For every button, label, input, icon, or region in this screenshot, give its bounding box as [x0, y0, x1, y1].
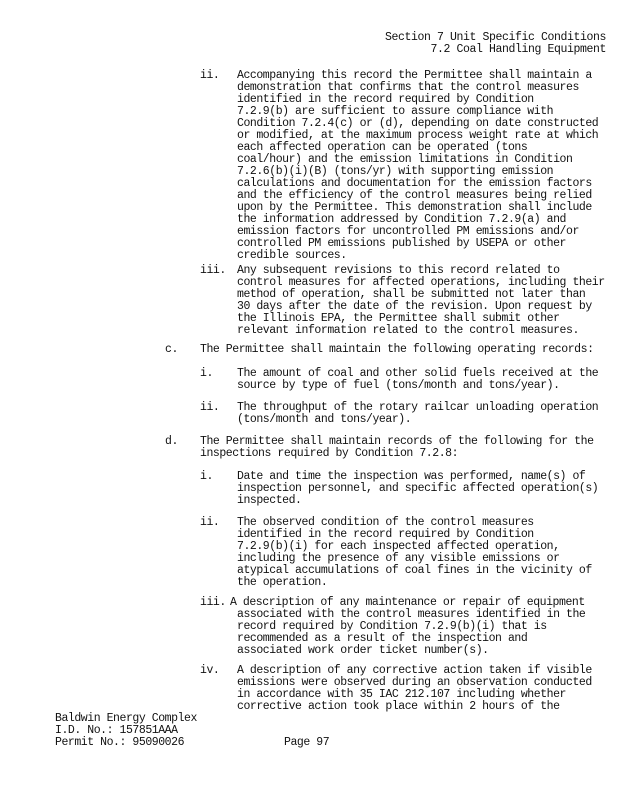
paragraph-d-iii-maintenance: A description of any maintenance or repair of equipment associated with the control measures identified in the record required by Condition 7.2.9(b)(i) that is recommended as a result of the inspection and associated work order ticket number(s). [230, 596, 586, 657]
page-footer [55, 713, 197, 749]
paragraph-c-ii-throughput: The throughput of the rotary railcar unloading operation (tons/month and tons/year). [237, 401, 599, 426]
item-label: i. [200, 470, 213, 483]
paragraph-ii-demonstration: Accompanying this record the Permittee shall maintain a demonstration that confirms that the control measures identified in the record required by Condition 7.2.9(b) are sufficient to assure compliance with Condition 7.2.4(c) or (d), depending on date constructed or modified, at the maximum process weight rate at which each affected operation can be operated (tons coal/hour) and the emission limitations in Condition 7.2.6(b)(i)(B) (tons/yr) with supporting emission calculations and documentation for the emission factors and the efficiency of the control measures being relied upon by the Permittee. This demonstration shall include the information addressed by Condition 7.2.9(a) and emission factors for uncontrolled PM emissions and/or controlled PM emissions published by USEPA or other credible sources. [237, 69, 599, 262]
item-label: d. [165, 435, 178, 448]
item-label: iii. [200, 264, 226, 277]
permit-number: Permit No.: 95090026 [55, 736, 185, 749]
paragraph-d-inspection-records: The Permittee shall maintain records of the following for the inspections required by Condition 7.2.8: [200, 435, 594, 460]
item-label: i. [200, 367, 213, 380]
section-title: Section 7 Unit Specific Conditions [384, 31, 606, 44]
paragraph-c-operating-records: The Permittee shall maintain the following operating records: [200, 343, 594, 356]
paragraph-d-iv-corrective-action: A description of any corrective action taken if visible emissions were observed during an observation conducted in accordance with 35 IAC 212.107 including whether corrective action took place within 2 hours of the [237, 664, 592, 713]
facility-id: I.D. No.: 157851AAA [55, 724, 178, 737]
paragraph-d-ii-observed-condition: The observed condition of the control measures identified in the record required by Condition 7.2.9(b)(i) for each inspected affected operation, including the presence of any visible emissions or atypical accumulations of coal fines in the vicinity of the operation. [237, 516, 592, 589]
facility-name: Baldwin Energy Complex [55, 712, 197, 725]
item-label: c. [165, 343, 178, 356]
paragraph-d-i-date-time: Date and time the inspection was performed, name(s) of inspection personnel, and specific affected operation(s) inspected. [237, 470, 599, 507]
item-label: ii. [200, 401, 220, 414]
item-label: iii. [200, 596, 226, 609]
item-label: ii. [200, 69, 220, 82]
page-number: Page 97 [284, 736, 330, 749]
paragraph-iii-revisions: Any subsequent revisions to this record related to control measures for affected operations, including their method of operation, shall be submitted not later than 30 days after the date of the revision. Upon request by the Illinois EPA, the Permittee shall submit other relevant information related to the control measures. [237, 264, 605, 337]
paragraph-c-i-coal-amount: The amount of coal and other solid fuels received at the source by type of fuel (tons/month and tons/year). [237, 367, 599, 392]
subsection-title: 7.2 Coal Handling Equipment [430, 43, 606, 56]
item-label: ii. [200, 516, 220, 529]
item-label: iv. [200, 664, 220, 677]
section-header [385, 32, 606, 56]
